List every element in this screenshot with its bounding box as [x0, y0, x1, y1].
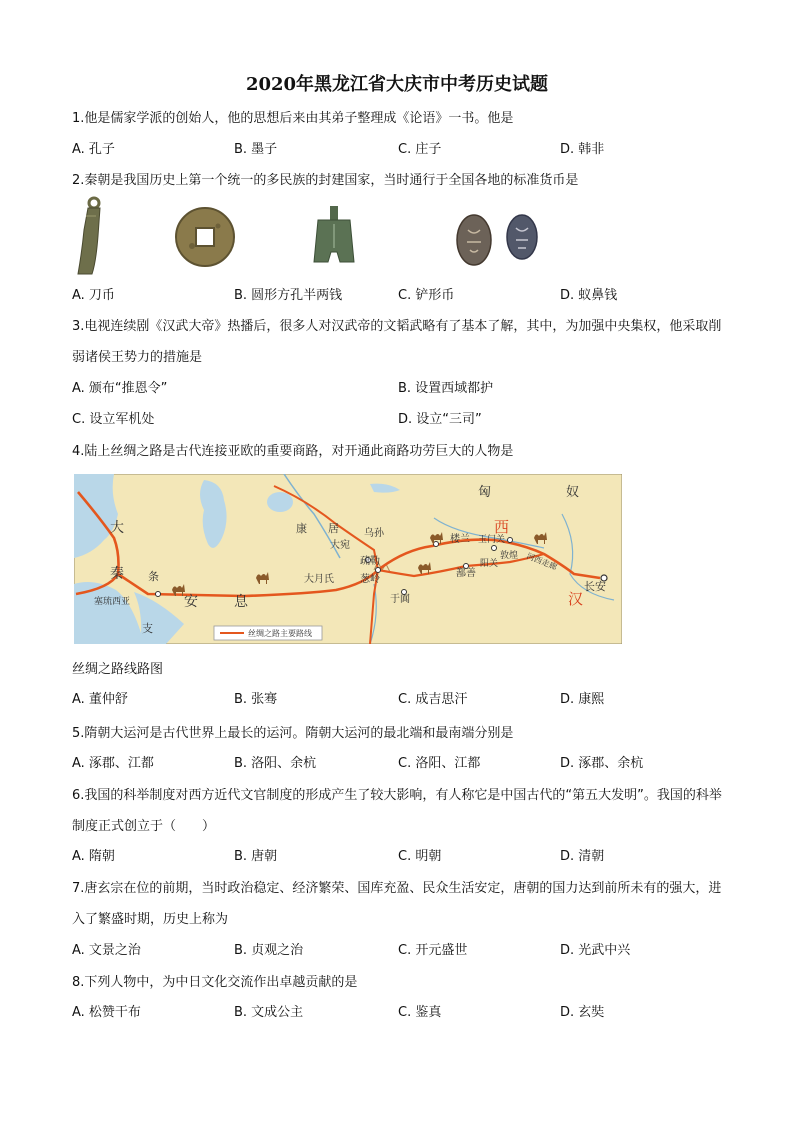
option-c[interactable]: C. 设立军机处: [72, 412, 155, 427]
question-2-options: [72, 282, 722, 310]
option-d[interactable]: D. 清朝: [560, 849, 605, 864]
map-label-dawan: 大宛: [330, 540, 350, 551]
round-coin-image: [174, 206, 236, 268]
option-d[interactable]: D. 韩非: [560, 142, 605, 157]
question-5: 5.隋朝大运河是古代世界上最长的运河。隋朝大运河的最北端和最南端分别是: [72, 726, 514, 741]
question-7-options: [72, 937, 722, 965]
map-label-seleucia: 塞琉西亚: [94, 597, 131, 607]
option-d[interactable]: D. 蚁鼻钱: [560, 288, 618, 303]
option-d[interactable]: D. 康熙: [560, 692, 605, 707]
map-label-tiaozhi-2: 支: [142, 622, 153, 635]
map-label-wusun: 乌孙: [364, 528, 384, 539]
question-7: 7.唐玄宗在位的前期，当时政治稳定、经济繁荣、国库充盈、民众生活安定，唐朝的国力达到前所未有的强大，进入了繁盛时期，历史上称为: [72, 881, 722, 927]
question-3-options-row-1: [72, 375, 722, 403]
map-label-shanshan: 鄯善: [456, 568, 476, 579]
page-title: 2020年黑龙江省大庆市中考历史试题: [245, 74, 549, 95]
option-a[interactable]: A. 董仲舒: [72, 692, 128, 707]
option-c[interactable]: C. 庄子: [398, 142, 442, 157]
map-label-yangguan: 阳关: [480, 559, 499, 569]
option-c[interactable]: C. 明朝: [398, 849, 442, 864]
option-d[interactable]: D. 涿郡、余杭: [560, 756, 644, 771]
question-1: 1.他是儒家学派的创始人，他的思想后来由其弟子整理成《论语》一书。他是: [72, 111, 514, 126]
question-6-options: [72, 843, 722, 871]
option-d[interactable]: D. 光武中兴: [560, 943, 631, 958]
map-label-dayuezhi: 大月氏: [304, 574, 334, 585]
question-1-options: [72, 136, 722, 164]
option-c[interactable]: C. 铲形币: [398, 288, 455, 303]
option-c[interactable]: C. 开元盛世: [398, 943, 468, 958]
question-3: 3.电视连续剧《汉武大帝》热播后，很多人对汉武帝的文韬武略有了基本了解，其中，为加强中央集权，他采取削弱诸侯王势力的措施是: [72, 319, 722, 365]
map-label-changan: 长安: [584, 580, 606, 593]
question-8: 8.下列人物中，为中日文化交流作出卓越贡献的是: [72, 975, 358, 990]
option-b[interactable]: B. 贞观之治: [234, 943, 304, 958]
option-a[interactable]: A. 孔子: [72, 142, 115, 157]
map-label-daqin-2: 秦: [110, 566, 124, 582]
map-label-xiyu-2: 汉: [568, 590, 584, 608]
question-2: 2.秦朝是我国历史上第一个统一的多民族的封建国家，当时通行于全国各地的标准货币是: [72, 173, 579, 188]
map-label-anxi-1: 安: [184, 594, 198, 610]
map-label-kangju-2: 居: [328, 522, 339, 535]
question-5-options: [72, 750, 722, 778]
option-d[interactable]: D. 玄奘: [560, 1005, 605, 1020]
option-c[interactable]: C. 洛阳、江都: [398, 756, 481, 771]
knife-coin-image: [66, 196, 110, 278]
map-label-xiongnu-2: 奴: [566, 485, 580, 500]
option-b[interactable]: B. 张骞: [234, 692, 278, 707]
map-label-congling: 葱岭: [360, 574, 380, 585]
question-3-options-row-2: [72, 406, 722, 434]
map-label-yutian: 于阗: [390, 594, 410, 605]
map-label-yumenguan: 玉门关: [478, 535, 506, 545]
option-a[interactable]: A. 涿郡、江都: [72, 756, 154, 771]
option-b[interactable]: B. 文成公主: [234, 1005, 304, 1020]
option-b[interactable]: B. 设置西域都护: [398, 381, 494, 396]
option-b[interactable]: B. 墨子: [234, 142, 278, 157]
option-b[interactable]: B. 洛阳、余杭: [234, 756, 317, 771]
map-label-loulan: 楼兰: [450, 534, 470, 545]
map-legend-label: 丝绸之路主要路线: [248, 629, 312, 638]
silk-road-map: [74, 474, 622, 644]
option-b[interactable]: B. 唐朝: [234, 849, 278, 864]
question-6: 6.我国的科举制度对西方近代文官制度的形成产生了较大影响，有人称它是中国古代的“第五大发明”。我国的科举制度正式创立于（ ）: [72, 788, 722, 834]
question-8-options: [72, 999, 722, 1027]
option-b[interactable]: B. 圆形方孔半两钱: [234, 288, 343, 303]
spade-coin-image: [310, 206, 358, 272]
map-label-daqin-1: 大: [110, 520, 124, 536]
map-caption: 丝绸之路线路图: [72, 662, 164, 677]
option-c[interactable]: C. 鉴真: [398, 1005, 442, 1020]
map-label-dunhuang: 敦煌: [500, 551, 519, 561]
map-label-xiyu-1: 西: [494, 518, 510, 536]
option-c[interactable]: C. 成吉思汗: [398, 692, 468, 707]
option-a[interactable]: A. 文景之治: [72, 943, 141, 958]
map-label-hexi: 河西走廊: [525, 551, 559, 572]
option-a[interactable]: A. 隋朝: [72, 849, 115, 864]
map-label-xiongnu-1: 匈: [478, 485, 492, 500]
option-d[interactable]: D. 设立“三司”: [398, 412, 482, 427]
map-label-shule: 疏勒: [360, 556, 380, 567]
option-a[interactable]: A. 刀币: [72, 288, 115, 303]
question-4-options: [72, 686, 722, 714]
option-a[interactable]: A. 颁布“推恩令”: [72, 381, 168, 396]
map-label-kangju-1: 康: [296, 522, 307, 535]
map-label-anxi-2: 息: [234, 594, 248, 610]
option-a[interactable]: A. 松赞干布: [72, 1005, 141, 1020]
ant-nose-coin-image: [450, 210, 550, 274]
question-4: 4.陆上丝绸之路是古代连接亚欧的重要商路，对开通此商路功劳巨大的人物是: [72, 444, 514, 459]
map-label-tiaozhi-1: 条: [148, 570, 159, 583]
coin-images: [60, 196, 560, 280]
